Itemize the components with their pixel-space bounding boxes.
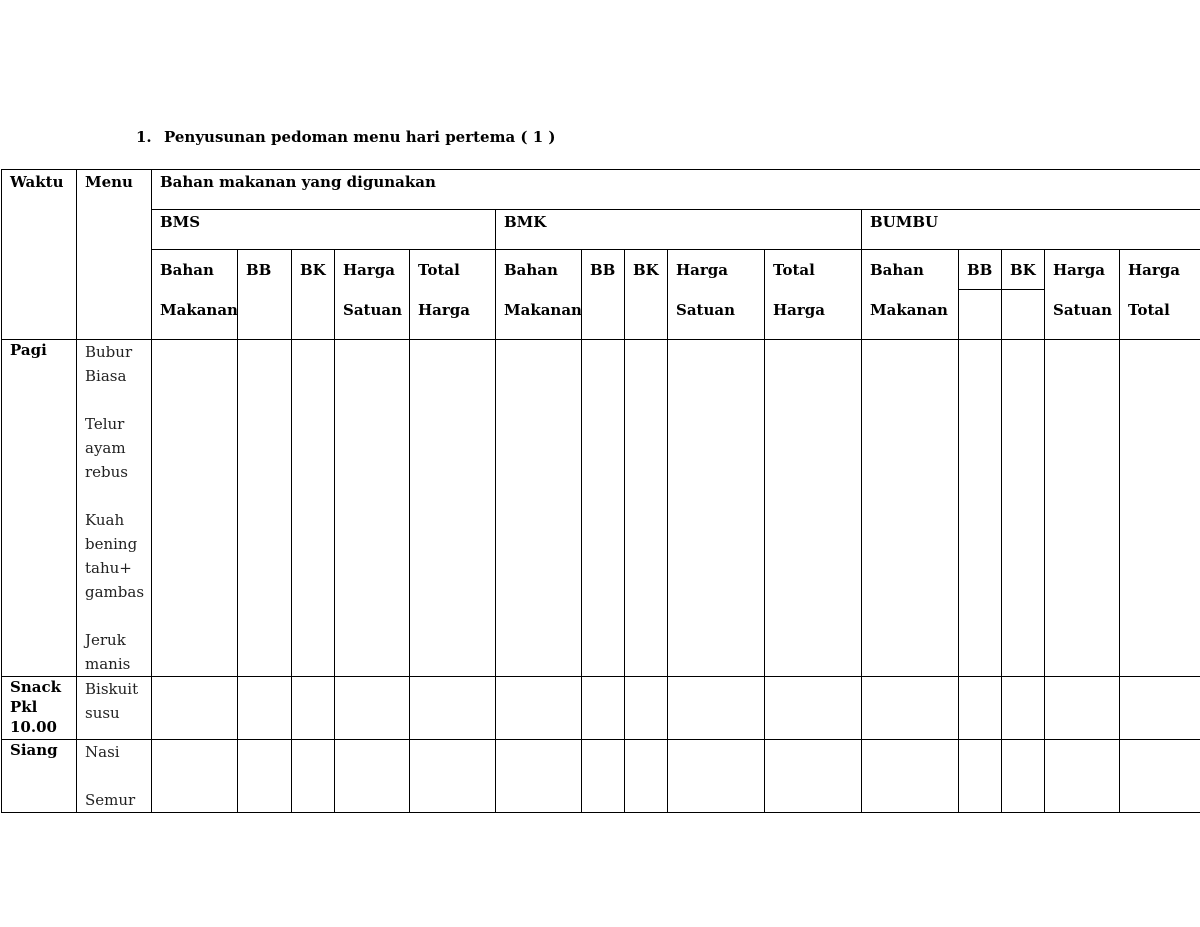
table-row (2, 340, 1200, 677)
empty-cell (1002, 740, 1045, 813)
bms-bahan: Bahan (160, 261, 214, 279)
empty-cell (862, 677, 959, 740)
empty-cell (959, 677, 1002, 740)
bms-total-harga-label: Harga (418, 301, 471, 319)
bmk-bb: BB (582, 250, 625, 340)
empty-cell (152, 677, 238, 740)
bmk-total-harga-label: Harga (773, 301, 826, 319)
empty-cell (765, 340, 862, 677)
header-waktu: Waktu (2, 170, 77, 340)
empty-cell (765, 677, 862, 740)
empty-cell (1002, 677, 1045, 740)
empty-cell (152, 340, 238, 677)
empty-cell (668, 740, 765, 813)
bmk-bahan-makanan (496, 250, 582, 340)
menu-item: Jeruk manis (85, 631, 131, 673)
empty-cell (292, 677, 335, 740)
bumbu-harga-satuan (1045, 250, 1120, 340)
waktu-cell: Pagi (2, 340, 77, 677)
header-bumbu: BUMBU (862, 210, 1200, 250)
empty-cell (1002, 340, 1045, 677)
empty-cell (625, 340, 668, 677)
bumbu-harga2: Harga (1128, 261, 1181, 279)
empty-cell (410, 740, 496, 813)
bumbu-total: Total (1128, 301, 1170, 319)
header-group-title: Bahan makanan yang digunakan (152, 170, 1200, 210)
empty-cell (238, 340, 292, 677)
empty-cell (959, 740, 1002, 813)
menu-cell (77, 677, 152, 740)
bms-total-harga (410, 250, 496, 340)
bumbu-bahan: Bahan (870, 261, 924, 279)
empty-cell (668, 677, 765, 740)
empty-cell (668, 340, 765, 677)
heading-number: 1. (136, 128, 152, 146)
bmk-bk: BK (625, 250, 668, 340)
bms-makanan: Makanan (160, 301, 238, 319)
empty-cell (959, 340, 1002, 677)
heading-text: Penyusunan pedoman menu hari pertema ( 1 ) (164, 128, 556, 146)
empty-cell (292, 740, 335, 813)
menu-cell (77, 740, 152, 813)
empty-cell (238, 677, 292, 740)
menu-cell (77, 340, 152, 677)
table-row (2, 740, 1200, 813)
empty-cell (765, 740, 862, 813)
empty-cell (335, 740, 410, 813)
bumbu-harga-total (1120, 250, 1200, 340)
empty-cell (582, 677, 625, 740)
empty-cell (1120, 740, 1200, 813)
bumbu-bahan-makanan (862, 250, 959, 340)
bmk-bahan: Bahan (504, 261, 558, 279)
menu-item: Nasi (85, 743, 120, 761)
menu-item: Semur (85, 791, 136, 809)
bms-bahan-makanan (152, 250, 238, 340)
bmk-harga-satuan (668, 250, 765, 340)
bumbu-bk (1002, 250, 1045, 340)
bms-bk: BK (292, 250, 335, 340)
empty-cell (410, 340, 496, 677)
bms-satuan: Satuan (343, 301, 403, 319)
empty-cell (582, 740, 625, 813)
header-bmk: BMK (496, 210, 862, 250)
bmk-total: Total (773, 261, 815, 279)
bms-harga: Harga (343, 261, 396, 279)
empty-cell (292, 340, 335, 677)
empty-cell (152, 740, 238, 813)
bmk-makanan: Makanan (504, 301, 582, 319)
empty-cell (1045, 340, 1120, 677)
table-row (2, 677, 1200, 740)
empty-cell (625, 740, 668, 813)
header-bms: BMS (152, 210, 496, 250)
empty-cell (625, 677, 668, 740)
menu-item: Kuah bening tahu+ gambas (85, 511, 145, 601)
menu-item: Bubur Biasa (85, 343, 133, 385)
empty-cell (335, 677, 410, 740)
bmk-satuan: Satuan (676, 301, 736, 319)
waktu-cell: Snack Pkl 10.00 (2, 677, 77, 740)
waktu-cell: Siang (2, 740, 77, 813)
bms-bb: BB (238, 250, 292, 340)
menu-planning-table (1, 169, 1200, 813)
empty-cell (238, 740, 292, 813)
bms-total: Total (418, 261, 460, 279)
empty-cell (862, 340, 959, 677)
empty-cell (1120, 677, 1200, 740)
empty-cell (496, 340, 582, 677)
empty-cell (1120, 340, 1200, 677)
empty-cell (862, 740, 959, 813)
section-heading (136, 128, 556, 146)
empty-cell (1045, 740, 1120, 813)
empty-cell (335, 340, 410, 677)
bmk-total-harga (765, 250, 862, 340)
bms-harga-satuan (335, 250, 410, 340)
bmk-harga: Harga (676, 261, 729, 279)
bumbu-bb (959, 250, 1002, 340)
menu-item: Biskuit susu (85, 680, 139, 722)
bumbu-harga: Harga (1053, 261, 1106, 279)
bumbu-bk-label: BK (1010, 261, 1036, 279)
empty-cell (496, 677, 582, 740)
empty-cell (410, 677, 496, 740)
empty-cell (582, 340, 625, 677)
empty-cell (1045, 677, 1120, 740)
bumbu-satuan: Satuan (1053, 301, 1113, 319)
menu-item: Telur ayam rebus (85, 415, 129, 481)
bumbu-makanan: Makanan (870, 301, 948, 319)
header-menu: Menu (77, 170, 152, 340)
empty-cell (496, 740, 582, 813)
bumbu-bb-label: BB (967, 261, 993, 279)
